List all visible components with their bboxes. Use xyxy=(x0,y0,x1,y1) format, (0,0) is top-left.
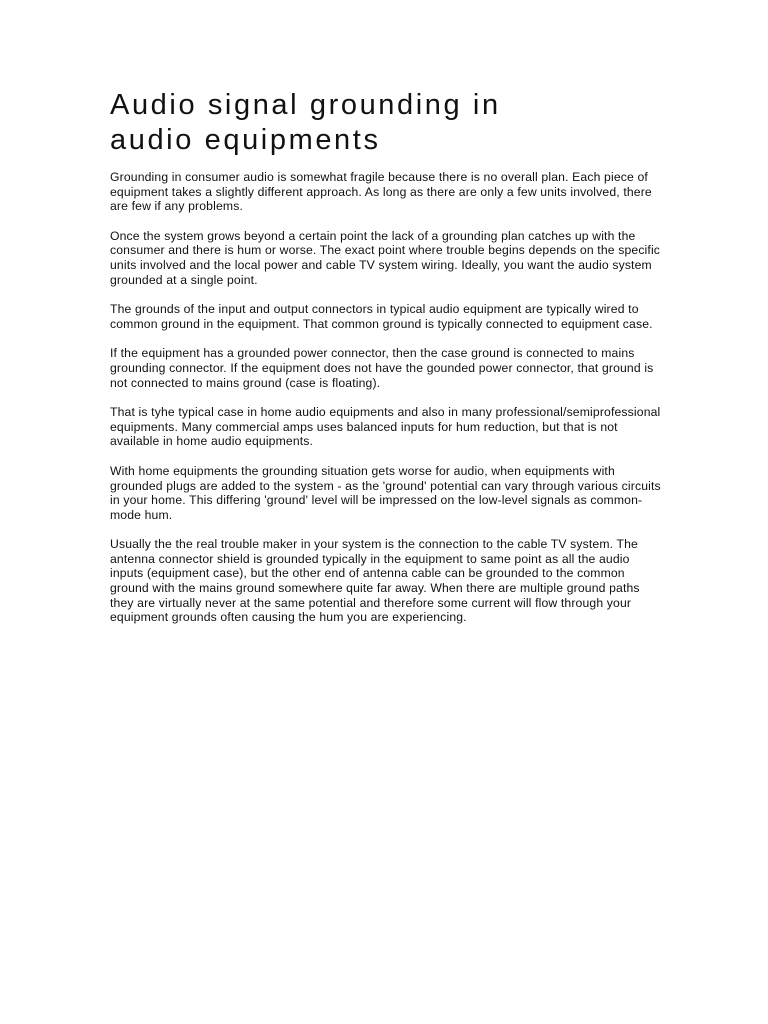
document-content xyxy=(110,88,662,640)
title-line-1: Audio signal grounding in xyxy=(110,89,501,121)
paragraph-intro: Grounding in consumer audio is somewhat fragile because there is no overall plan. Each piece of equipment takes a slightly different approach. As long as there are only a few units involved, there are few if any problems. xyxy=(110,170,652,214)
paragraph-system-growth: Once the system grows beyond a certain point the lack of a grounding plan catches up with the consumer and there is hum or worse. The exact point where trouble begins depends on the specific units involved and the local power and cable TV system wiring. Ideally, you want the audio system grounded at a single point. xyxy=(110,228,661,287)
title-line-2: audio equipments xyxy=(110,124,381,156)
paragraph-grounded-plugs: With home equipments the grounding situation gets worse for audio, when equipments with grounded plugs are added to the system - as the 'ground' potential can vary through various circuits in your home. This differing 'ground' level will be impressed on the low-level signals as common-mode hum. xyxy=(110,463,661,522)
paragraph-power-connector: If the equipment has a grounded power connector, then the case ground is connected to mains grounding connector. If the equipment does not have the gounded power connector, that ground is not connected to mains ground (case is floating). xyxy=(110,346,654,390)
paragraph-typical-case: That is tyhe typical case in home audio equipments and also in many professional/semiprofessional equipments. Many commercial amps uses balanced inputs for hum reduction, but that is not available in home audio equipments. xyxy=(110,405,661,449)
paragraph-connector-grounds: The grounds of the input and output connectors in typical audio equipment are typically wired to common ground in the equipment. That common ground is typically connected to equipment case. xyxy=(110,302,653,331)
document-title xyxy=(110,88,662,158)
paragraph-cable-tv: Usually the the real trouble maker in your system is the connection to the cable TV system. The antenna connector shield is grounded typically in the equipment to same point as all the audio inputs (equipment case), but the other end of antenna cable can be grounded to the common ground with the mains ground somewhere quite far away. When there are multiple ground paths they are virtually never at the same potential and therefore some current will flow through your equipment grounds often causing the hum you are experiencing. xyxy=(110,537,640,625)
